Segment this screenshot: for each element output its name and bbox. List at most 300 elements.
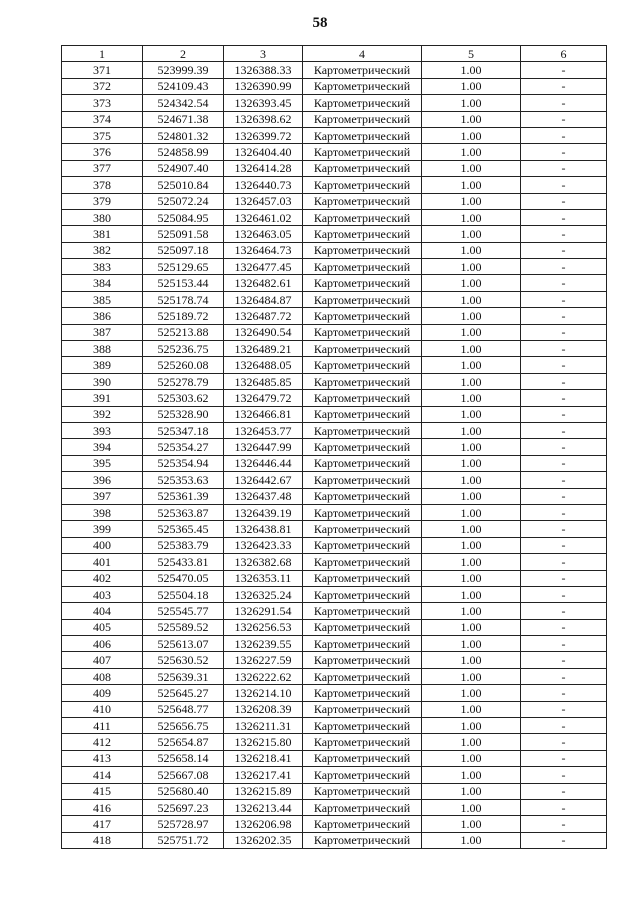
column-header: 2 <box>143 46 224 62</box>
accuracy-cell: 1.00 <box>422 832 521 848</box>
point-number-cell: 415 <box>62 783 143 799</box>
note-cell: - <box>521 816 607 832</box>
y-coordinate-cell: 1326442.67 <box>224 472 303 488</box>
point-number-cell: 389 <box>62 357 143 373</box>
table-row <box>62 324 607 340</box>
point-number-cell: 418 <box>62 832 143 848</box>
note-cell: - <box>521 95 607 111</box>
x-coordinate-cell: 525361.39 <box>143 488 224 504</box>
note-cell: - <box>521 226 607 242</box>
point-number-cell: 396 <box>62 472 143 488</box>
x-coordinate-cell: 525639.31 <box>143 668 224 684</box>
accuracy-cell: 1.00 <box>422 701 521 717</box>
note-cell: - <box>521 734 607 750</box>
accuracy-cell: 1.00 <box>422 209 521 225</box>
table-row <box>62 160 607 176</box>
table-body <box>62 62 607 849</box>
y-coordinate-cell: 1326353.11 <box>224 570 303 586</box>
x-coordinate-cell: 525613.07 <box>143 636 224 652</box>
x-coordinate-cell: 525303.62 <box>143 390 224 406</box>
y-coordinate-cell: 1326490.54 <box>224 324 303 340</box>
point-number-cell: 402 <box>62 570 143 586</box>
x-coordinate-cell: 525010.84 <box>143 177 224 193</box>
accuracy-cell: 1.00 <box>422 783 521 799</box>
method-cell: Картометрический <box>303 144 422 160</box>
y-coordinate-cell: 1326461.02 <box>224 209 303 225</box>
method-cell: Картометрический <box>303 816 422 832</box>
point-number-cell: 399 <box>62 521 143 537</box>
y-coordinate-cell: 1326446.44 <box>224 455 303 471</box>
column-header: 5 <box>422 46 521 62</box>
note-cell: - <box>521 488 607 504</box>
header-row <box>62 46 607 62</box>
table-row <box>62 619 607 635</box>
method-cell: Картометрический <box>303 259 422 275</box>
y-coordinate-cell: 1326393.45 <box>224 95 303 111</box>
x-coordinate-cell: 525728.97 <box>143 816 224 832</box>
accuracy-cell: 1.00 <box>422 619 521 635</box>
y-coordinate-cell: 1326214.10 <box>224 685 303 701</box>
note-cell: - <box>521 160 607 176</box>
note-cell: - <box>521 242 607 258</box>
method-cell: Картометрический <box>303 554 422 570</box>
y-coordinate-cell: 1326423.33 <box>224 537 303 553</box>
point-number-cell: 405 <box>62 619 143 635</box>
point-number-cell: 372 <box>62 78 143 94</box>
accuracy-cell: 1.00 <box>422 95 521 111</box>
y-coordinate-cell: 1326211.31 <box>224 718 303 734</box>
table-row <box>62 701 607 717</box>
y-coordinate-cell: 1326477.45 <box>224 259 303 275</box>
accuracy-cell: 1.00 <box>422 799 521 815</box>
table-row <box>62 226 607 242</box>
method-cell: Картометрический <box>303 193 422 209</box>
y-coordinate-cell: 1326213.44 <box>224 799 303 815</box>
x-coordinate-cell: 525680.40 <box>143 783 224 799</box>
accuracy-cell: 1.00 <box>422 177 521 193</box>
accuracy-cell: 1.00 <box>422 767 521 783</box>
point-number-cell: 411 <box>62 718 143 734</box>
accuracy-cell: 1.00 <box>422 636 521 652</box>
point-number-cell: 414 <box>62 767 143 783</box>
method-cell: Картометрический <box>303 734 422 750</box>
y-coordinate-cell: 1326484.87 <box>224 291 303 307</box>
x-coordinate-cell: 525213.88 <box>143 324 224 340</box>
accuracy-cell: 1.00 <box>422 78 521 94</box>
note-cell: - <box>521 554 607 570</box>
accuracy-cell: 1.00 <box>422 603 521 619</box>
accuracy-cell: 1.00 <box>422 816 521 832</box>
method-cell: Картометрический <box>303 537 422 553</box>
table-row <box>62 275 607 291</box>
method-cell: Картометрический <box>303 636 422 652</box>
y-coordinate-cell: 1326382.68 <box>224 554 303 570</box>
accuracy-cell: 1.00 <box>422 242 521 258</box>
table-row <box>62 95 607 111</box>
note-cell: - <box>521 619 607 635</box>
point-number-cell: 412 <box>62 734 143 750</box>
method-cell: Картометрический <box>303 324 422 340</box>
table-row <box>62 62 607 78</box>
note-cell: - <box>521 504 607 520</box>
x-coordinate-cell: 525751.72 <box>143 832 224 848</box>
x-coordinate-cell: 525328.90 <box>143 406 224 422</box>
accuracy-cell: 1.00 <box>422 226 521 242</box>
note-cell: - <box>521 275 607 291</box>
table-row <box>62 652 607 668</box>
x-coordinate-cell: 524109.43 <box>143 78 224 94</box>
point-number-cell: 373 <box>62 95 143 111</box>
note-cell: - <box>521 439 607 455</box>
method-cell: Картометрический <box>303 685 422 701</box>
table-row <box>62 259 607 275</box>
x-coordinate-cell: 525504.18 <box>143 586 224 602</box>
x-coordinate-cell: 525654.87 <box>143 734 224 750</box>
accuracy-cell: 1.00 <box>422 652 521 668</box>
y-coordinate-cell: 1326206.98 <box>224 816 303 832</box>
accuracy-cell: 1.00 <box>422 455 521 471</box>
y-coordinate-cell: 1326464.73 <box>224 242 303 258</box>
accuracy-cell: 1.00 <box>422 127 521 143</box>
note-cell: - <box>521 259 607 275</box>
method-cell: Картометрический <box>303 308 422 324</box>
point-number-cell: 394 <box>62 439 143 455</box>
table-row <box>62 455 607 471</box>
point-number-cell: 404 <box>62 603 143 619</box>
accuracy-cell: 1.00 <box>422 160 521 176</box>
method-cell: Картометрический <box>303 78 422 94</box>
table-row <box>62 390 607 406</box>
table-row <box>62 799 607 815</box>
note-cell: - <box>521 373 607 389</box>
table-row <box>62 373 607 389</box>
table-row <box>62 78 607 94</box>
note-cell: - <box>521 537 607 553</box>
table-row <box>62 783 607 799</box>
y-coordinate-cell: 1326208.39 <box>224 701 303 717</box>
x-coordinate-cell: 525433.81 <box>143 554 224 570</box>
x-coordinate-cell: 525589.52 <box>143 619 224 635</box>
point-number-cell: 392 <box>62 406 143 422</box>
point-number-cell: 379 <box>62 193 143 209</box>
method-cell: Картометрический <box>303 111 422 127</box>
y-coordinate-cell: 1326291.54 <box>224 603 303 619</box>
x-coordinate-cell: 525129.65 <box>143 259 224 275</box>
note-cell: - <box>521 406 607 422</box>
table-row <box>62 521 607 537</box>
table-row <box>62 422 607 438</box>
note-cell: - <box>521 111 607 127</box>
table-row <box>62 406 607 422</box>
table-row <box>62 177 607 193</box>
method-cell: Картометрический <box>303 439 422 455</box>
point-number-cell: 400 <box>62 537 143 553</box>
method-cell: Картометрический <box>303 177 422 193</box>
x-coordinate-cell: 525236.75 <box>143 341 224 357</box>
accuracy-cell: 1.00 <box>422 586 521 602</box>
point-number-cell: 376 <box>62 144 143 160</box>
note-cell: - <box>521 603 607 619</box>
accuracy-cell: 1.00 <box>422 324 521 340</box>
table-row <box>62 111 607 127</box>
accuracy-cell: 1.00 <box>422 259 521 275</box>
y-coordinate-cell: 1326388.33 <box>224 62 303 78</box>
page-number: 58 <box>312 15 328 31</box>
x-coordinate-cell: 525084.95 <box>143 209 224 225</box>
note-cell: - <box>521 291 607 307</box>
y-coordinate-cell: 1326399.72 <box>224 127 303 143</box>
note-cell: - <box>521 750 607 766</box>
table-row <box>62 439 607 455</box>
method-cell: Картометрический <box>303 62 422 78</box>
x-coordinate-cell: 525648.77 <box>143 701 224 717</box>
accuracy-cell: 1.00 <box>422 422 521 438</box>
x-coordinate-cell: 525658.14 <box>143 750 224 766</box>
table-row <box>62 767 607 783</box>
table-row <box>62 193 607 209</box>
method-cell: Картометрический <box>303 701 422 717</box>
y-coordinate-cell: 1326466.81 <box>224 406 303 422</box>
note-cell: - <box>521 455 607 471</box>
x-coordinate-cell: 525545.77 <box>143 603 224 619</box>
note-cell: - <box>521 799 607 815</box>
method-cell: Картометрический <box>303 406 422 422</box>
table-header <box>62 46 607 62</box>
table-row <box>62 308 607 324</box>
coordinates-table <box>61 45 607 849</box>
note-cell: - <box>521 357 607 373</box>
accuracy-cell: 1.00 <box>422 668 521 684</box>
note-cell: - <box>521 767 607 783</box>
accuracy-cell: 1.00 <box>422 570 521 586</box>
table-row <box>62 832 607 848</box>
note-cell: - <box>521 177 607 193</box>
method-cell: Картометрический <box>303 472 422 488</box>
method-cell: Картометрический <box>303 668 422 684</box>
x-coordinate-cell: 525189.72 <box>143 308 224 324</box>
point-number-cell: 397 <box>62 488 143 504</box>
point-number-cell: 408 <box>62 668 143 684</box>
point-number-cell: 398 <box>62 504 143 520</box>
y-coordinate-cell: 1326487.72 <box>224 308 303 324</box>
x-coordinate-cell: 524671.38 <box>143 111 224 127</box>
table-row <box>62 816 607 832</box>
table-row <box>62 750 607 766</box>
method-cell: Картометрический <box>303 209 422 225</box>
method-cell: Картометрический <box>303 242 422 258</box>
method-cell: Картометрический <box>303 586 422 602</box>
note-cell: - <box>521 685 607 701</box>
point-number-cell: 393 <box>62 422 143 438</box>
column-header: 4 <box>303 46 422 62</box>
point-number-cell: 377 <box>62 160 143 176</box>
y-coordinate-cell: 1326227.59 <box>224 652 303 668</box>
y-coordinate-cell: 1326447.99 <box>224 439 303 455</box>
table-row <box>62 488 607 504</box>
point-number-cell: 390 <box>62 373 143 389</box>
accuracy-cell: 1.00 <box>422 144 521 160</box>
table-row <box>62 554 607 570</box>
y-coordinate-cell: 1326202.35 <box>224 832 303 848</box>
note-cell: - <box>521 472 607 488</box>
table-row <box>62 734 607 750</box>
note-cell: - <box>521 209 607 225</box>
table-row <box>62 127 607 143</box>
accuracy-cell: 1.00 <box>422 439 521 455</box>
point-number-cell: 401 <box>62 554 143 570</box>
x-coordinate-cell: 523999.39 <box>143 62 224 78</box>
accuracy-cell: 1.00 <box>422 750 521 766</box>
x-coordinate-cell: 525354.27 <box>143 439 224 455</box>
x-coordinate-cell: 525697.23 <box>143 799 224 815</box>
table-row <box>62 636 607 652</box>
y-coordinate-cell: 1326437.48 <box>224 488 303 504</box>
x-coordinate-cell: 525097.18 <box>143 242 224 258</box>
y-coordinate-cell: 1326215.80 <box>224 734 303 750</box>
y-coordinate-cell: 1326217.41 <box>224 767 303 783</box>
note-cell: - <box>521 586 607 602</box>
point-number-cell: 387 <box>62 324 143 340</box>
x-coordinate-cell: 525278.79 <box>143 373 224 389</box>
y-coordinate-cell: 1326222.62 <box>224 668 303 684</box>
method-cell: Картометрический <box>303 619 422 635</box>
note-cell: - <box>521 701 607 717</box>
method-cell: Картометрический <box>303 767 422 783</box>
method-cell: Картометрический <box>303 652 422 668</box>
accuracy-cell: 1.00 <box>422 193 521 209</box>
point-number-cell: 403 <box>62 586 143 602</box>
accuracy-cell: 1.00 <box>422 275 521 291</box>
note-cell: - <box>521 636 607 652</box>
accuracy-cell: 1.00 <box>422 62 521 78</box>
x-coordinate-cell: 525365.45 <box>143 521 224 537</box>
method-cell: Картометрический <box>303 799 422 815</box>
note-cell: - <box>521 341 607 357</box>
method-cell: Картометрический <box>303 422 422 438</box>
y-coordinate-cell: 1326218.41 <box>224 750 303 766</box>
x-coordinate-cell: 525645.27 <box>143 685 224 701</box>
accuracy-cell: 1.00 <box>422 373 521 389</box>
table-row <box>62 357 607 373</box>
note-cell: - <box>521 570 607 586</box>
x-coordinate-cell: 525383.79 <box>143 537 224 553</box>
y-coordinate-cell: 1326479.72 <box>224 390 303 406</box>
note-cell: - <box>521 127 607 143</box>
y-coordinate-cell: 1326239.55 <box>224 636 303 652</box>
x-coordinate-cell: 525353.63 <box>143 472 224 488</box>
accuracy-cell: 1.00 <box>422 111 521 127</box>
point-number-cell: 385 <box>62 291 143 307</box>
method-cell: Картометрический <box>303 127 422 143</box>
x-coordinate-cell: 525091.58 <box>143 226 224 242</box>
point-number-cell: 406 <box>62 636 143 652</box>
method-cell: Картометрический <box>303 718 422 734</box>
note-cell: - <box>521 718 607 734</box>
table-row <box>62 668 607 684</box>
accuracy-cell: 1.00 <box>422 341 521 357</box>
accuracy-cell: 1.00 <box>422 406 521 422</box>
accuracy-cell: 1.00 <box>422 357 521 373</box>
note-cell: - <box>521 521 607 537</box>
table-row <box>62 209 607 225</box>
y-coordinate-cell: 1326485.85 <box>224 373 303 389</box>
note-cell: - <box>521 144 607 160</box>
point-number-cell: 383 <box>62 259 143 275</box>
point-number-cell: 395 <box>62 455 143 471</box>
note-cell: - <box>521 783 607 799</box>
note-cell: - <box>521 78 607 94</box>
note-cell: - <box>521 652 607 668</box>
accuracy-cell: 1.00 <box>422 291 521 307</box>
x-coordinate-cell: 525347.18 <box>143 422 224 438</box>
y-coordinate-cell: 1326482.61 <box>224 275 303 291</box>
method-cell: Картометрический <box>303 783 422 799</box>
method-cell: Картометрический <box>303 832 422 848</box>
method-cell: Картометрический <box>303 226 422 242</box>
x-coordinate-cell: 524342.54 <box>143 95 224 111</box>
y-coordinate-cell: 1326325.24 <box>224 586 303 602</box>
point-number-cell: 409 <box>62 685 143 701</box>
table-row <box>62 570 607 586</box>
note-cell: - <box>521 668 607 684</box>
point-number-cell: 378 <box>62 177 143 193</box>
point-number-cell: 371 <box>62 62 143 78</box>
accuracy-cell: 1.00 <box>422 718 521 734</box>
y-coordinate-cell: 1326414.28 <box>224 160 303 176</box>
table-row <box>62 504 607 520</box>
x-coordinate-cell: 525667.08 <box>143 767 224 783</box>
accuracy-cell: 1.00 <box>422 537 521 553</box>
accuracy-cell: 1.00 <box>422 308 521 324</box>
note-cell: - <box>521 832 607 848</box>
method-cell: Картометрический <box>303 341 422 357</box>
method-cell: Картометрический <box>303 455 422 471</box>
method-cell: Картометрический <box>303 275 422 291</box>
table-row <box>62 341 607 357</box>
x-coordinate-cell: 525656.75 <box>143 718 224 734</box>
method-cell: Картометрический <box>303 488 422 504</box>
method-cell: Картометрический <box>303 357 422 373</box>
accuracy-cell: 1.00 <box>422 504 521 520</box>
method-cell: Картометрический <box>303 570 422 586</box>
point-number-cell: 413 <box>62 750 143 766</box>
method-cell: Картометрический <box>303 291 422 307</box>
y-coordinate-cell: 1326256.53 <box>224 619 303 635</box>
x-coordinate-cell: 525178.74 <box>143 291 224 307</box>
method-cell: Картометрический <box>303 603 422 619</box>
point-number-cell: 417 <box>62 816 143 832</box>
point-number-cell: 384 <box>62 275 143 291</box>
y-coordinate-cell: 1326457.03 <box>224 193 303 209</box>
table-row <box>62 685 607 701</box>
table-row <box>62 603 607 619</box>
y-coordinate-cell: 1326488.05 <box>224 357 303 373</box>
method-cell: Картометрический <box>303 504 422 520</box>
table-row <box>62 537 607 553</box>
accuracy-cell: 1.00 <box>422 472 521 488</box>
y-coordinate-cell: 1326439.19 <box>224 504 303 520</box>
table-row <box>62 144 607 160</box>
point-number-cell: 382 <box>62 242 143 258</box>
table-row <box>62 718 607 734</box>
point-number-cell: 380 <box>62 209 143 225</box>
x-coordinate-cell: 525363.87 <box>143 504 224 520</box>
y-coordinate-cell: 1326440.73 <box>224 177 303 193</box>
x-coordinate-cell: 524801.32 <box>143 127 224 143</box>
column-header: 1 <box>62 46 143 62</box>
point-number-cell: 416 <box>62 799 143 815</box>
method-cell: Картометрический <box>303 95 422 111</box>
